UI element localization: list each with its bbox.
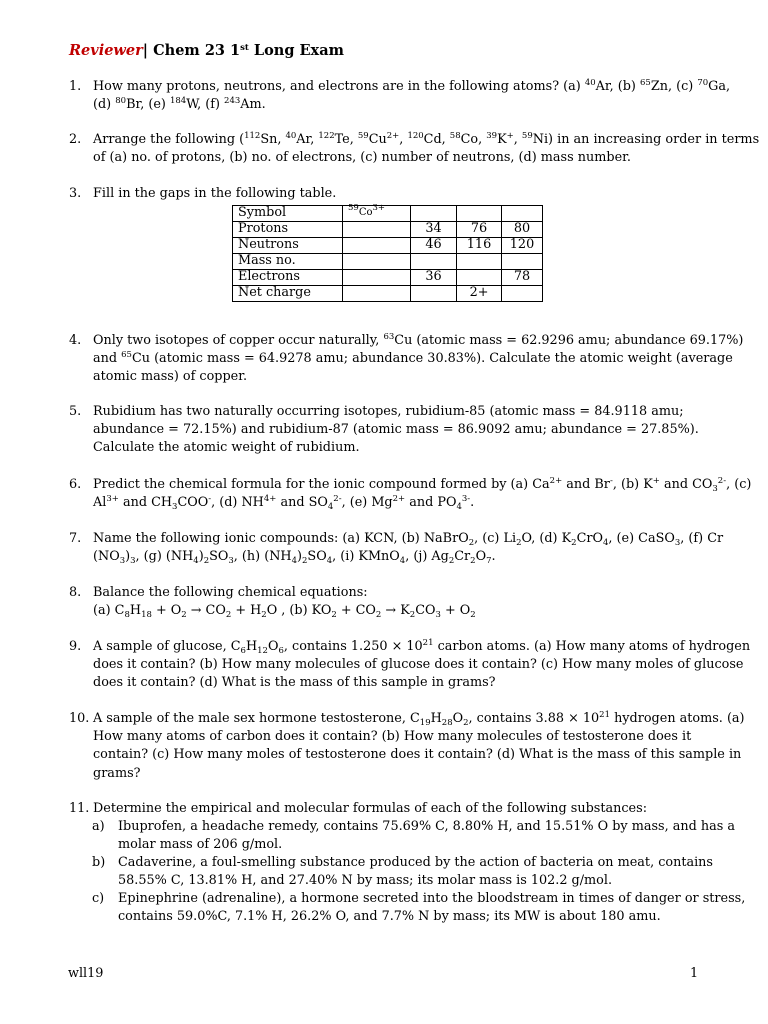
subscript: 3 (130, 556, 136, 567)
subscript: 2 (468, 538, 475, 548)
table-row (233, 206, 543, 222)
subscript: 4 (603, 538, 609, 548)
subscript: 2 (375, 610, 382, 621)
question-5-line-2: abundance = 72.15%) and rubidium-87 (atomic mass = 86.9092 amu; abundance = 27.85%). (93, 422, 699, 438)
question-5-line-1: Rubidium has two naturally occurring isotopes, rubidium-85 (atomic mass = 84.9118 amu; (93, 404, 684, 419)
superscript: 63 (383, 332, 395, 342)
subscript: 4 (291, 556, 297, 567)
question-11-line-1: Determine the empirical and molecular formulas of each of the following substances: (93, 801, 648, 816)
question-2-line-2: of (a) no. of protons, (b) no. of electrons, (c) number of neutrons, (d) mass number. (93, 150, 631, 166)
table-cell (502, 286, 543, 302)
superscript: 4+ (263, 494, 277, 505)
question-number: 8. (69, 585, 82, 600)
table-cell (343, 222, 411, 238)
sub-item-label: a) (92, 819, 105, 834)
superscript: 112 (244, 131, 261, 141)
superscript: 70 (697, 78, 709, 88)
superscript: 59 (357, 131, 369, 141)
superscript: 40 (285, 131, 297, 141)
question-number: 11. (69, 801, 90, 816)
subscript: 2 (470, 610, 476, 621)
superscript: 21 (422, 638, 434, 648)
header-separator: | (142, 42, 154, 59)
question-number: 10. (69, 711, 90, 726)
fill-in-table (232, 205, 543, 302)
superscript: + (506, 131, 514, 141)
table-cell: 80 (502, 222, 543, 238)
table-cell (411, 254, 457, 270)
table-cell: 2+ (457, 286, 502, 302)
question-1-line-1: How many protons, neutrons, and electrons are in the following atoms? (a) $^{40}$Ar, (b) $^{65}$Zn, (c) $^{70}$Ga, (93, 78, 731, 94)
subscript: 18 (141, 610, 152, 621)
superscript: 65 (121, 350, 132, 361)
subscript: 3 (674, 538, 681, 548)
page-number: 1 (690, 966, 699, 981)
question-9-line-1: A sample of glucose, $C_6H_{12}O_6$, contains $1.250 \times 10^{21}$ carbon atoms. (a) How many atoms of hydrogen (93, 638, 751, 656)
superscript: 243 (224, 96, 241, 107)
superscript: 2- (333, 494, 342, 505)
question-5-line-3: Calculate the atomic weight of rubidium. (93, 440, 360, 456)
question-6-line-1: Predict the chemical formula for the ionic compound formed by (a) $Ca^{2+}$ and Br-, (b) K+ and $CO_3^{2-}$, (c) (93, 476, 752, 494)
reviewer-label: Reviewer (69, 42, 143, 59)
question-11c-line-1: Epinephrine (adrenaline), a hormone secreted into the bloodstream in times of danger or stress, (118, 891, 746, 906)
question-number: 3. (69, 186, 82, 201)
table-cell (457, 270, 502, 286)
question-4-line-2: and $^{65}$Cu (atomic mass = 64.9278 amu; abundance 30.83%). Calculate the atomic weight (average (93, 350, 733, 367)
subscript: 2 (516, 538, 522, 548)
table-cell (343, 286, 411, 302)
table-cell (411, 206, 457, 222)
sub-item-label: c) (92, 891, 105, 906)
question-7-line-2: $(NO_3)_3$, (g) $(NH_4)_2SO_3$, (h) $(NH_4)_2SO_4$, (i) KMnO$_4$, (j) $Ag_2Cr_2O_7$. (93, 549, 496, 567)
superscript: 80 (115, 96, 127, 107)
table-cell (343, 238, 411, 254)
superscript: 3+ (372, 203, 386, 213)
superscript: 40 (584, 78, 596, 88)
superscript: 39 (486, 131, 498, 141)
superscript: 122 (318, 131, 335, 141)
subscript: 3 (435, 610, 441, 621)
row-label: Mass no. (233, 254, 343, 270)
subscript: 2 (409, 610, 416, 621)
subscript: 2 (463, 718, 469, 728)
question-number: 5. (69, 404, 82, 419)
question-11b-line-1: Cadaverine, a foul-smelling substance produced by the action of bacteria on meat, contains (118, 855, 713, 870)
superscript: 3+ (106, 494, 119, 505)
sub-item-label: b) (92, 855, 106, 870)
question-10-line-1: A sample of the male sex hormone testosterone, $C_{19}H_{28}O_2$, contains $3.88 \times 10^{21}$ hydrogen atoms. (a) (93, 710, 745, 728)
table-cell (343, 270, 411, 286)
subscript: 2 (302, 556, 308, 567)
superscript: - (208, 494, 212, 505)
superscript: 59 (521, 131, 533, 141)
question-11a-line-1: Ibuprofen, a headache remedy, contains 75.69% C, 8.80% H, and 15.51% O by mass, and has a (118, 819, 735, 834)
subscript: 2 (181, 610, 187, 621)
subscript: 3 (172, 502, 178, 513)
table-row (233, 222, 543, 238)
table-cell: $^{59}Co^{3+}$ (343, 206, 411, 222)
header-title-sup: st (240, 43, 249, 53)
superscript: 184 (169, 96, 187, 107)
table-row (233, 286, 543, 302)
subscript: 3 (712, 484, 718, 494)
subscript: 2 (225, 610, 232, 621)
table-cell: 36 (411, 270, 457, 286)
question-number: 2. (69, 132, 82, 147)
subscript: 2 (571, 538, 577, 548)
question-number: 1. (69, 79, 82, 94)
row-label: Electrons (233, 270, 343, 286)
subscript: 4 (326, 556, 333, 567)
table-cell: 34 (411, 222, 457, 238)
question-number: 4. (69, 333, 82, 348)
subscript: 6 (240, 646, 246, 656)
question-11a-line-2: molar mass of 206 g/mol. (118, 837, 283, 853)
page-header (69, 42, 344, 59)
subscript: 4 (193, 556, 199, 567)
subscript: 28 (441, 718, 453, 728)
question-10-line-3: contain? (c) How many moles of testosterone does it contain? (d) What is the mass of this sample in (93, 747, 742, 763)
superscript: 59 (348, 203, 359, 213)
subscript: 4 (456, 502, 462, 513)
question-number: 7. (69, 531, 82, 546)
subscript: 3 (228, 556, 234, 567)
superscript: 2+ (386, 131, 400, 141)
superscript: 58 (449, 131, 461, 141)
subscript: 19 (419, 718, 431, 728)
subscript: 2 (470, 556, 476, 567)
table-cell (502, 206, 543, 222)
superscript: 2- (717, 476, 727, 486)
question-11c-line-2: contains 59.0%C, 7.1% H, 26.2% O, and 7.7% N by mass; its MW is about 180 amu. (118, 909, 661, 925)
question-number: 6. (69, 477, 82, 492)
question-9-line-2: does it contain? (b) How many molecules of glucose does it contain? (c) How many moles of glucose (93, 657, 744, 673)
superscript: 120 (407, 131, 424, 141)
question-4-line-3: atomic mass) of copper. (93, 369, 248, 385)
superscript: 3- (461, 494, 471, 505)
table-cell: 78 (502, 270, 543, 286)
table-cell: 116 (457, 238, 502, 254)
table-row (233, 254, 543, 270)
superscript: 2+ (392, 494, 406, 505)
subscript: 12 (257, 646, 268, 656)
table-cell (411, 286, 457, 302)
subscript: 4 (327, 502, 334, 513)
question-8-line-2: (a) $C_8H_{18} + O_2 \to CO_2 + H_2O$ , (b) $KO_2 + CO_2 \to K_2CO_3 + O_2$ (93, 603, 476, 621)
question-7-line-1: Name the following ionic compounds: (a) KCN, (b) NaBrO$_2$, (c) $Li_2O$, (d) $K_2CrO_4$, (e) CaSO$_3$, (f) Cr (93, 531, 724, 548)
row-label: Net charge (233, 286, 343, 302)
subscript: 2 (261, 610, 267, 621)
superscript: 2+ (549, 476, 563, 486)
row-label: Protons (233, 222, 343, 238)
question-10-line-4: grams? (93, 765, 141, 781)
header-title-post: Long Exam (248, 42, 344, 59)
subscript: 2 (331, 610, 337, 621)
subscript: 4 (399, 556, 406, 567)
table-cell (457, 206, 502, 222)
question-6-line-2: $Al^{3+}$ and $CH_3COO^-$, (d) $NH^{4+}$ and $SO_4^{2-}$, (e) $Mg^{2+}$ and $PO_4^{3-}$. (93, 494, 475, 513)
subscript: 8 (124, 610, 130, 621)
subscript: 6 (278, 646, 284, 656)
question-1-line-2: (d) $^{80}$Br, (e) $^{184}$W, (f) $^{243}$Am. (93, 96, 266, 113)
subscript: 7 (486, 556, 492, 567)
subscript: 3 (119, 556, 126, 567)
table-cell (502, 254, 543, 270)
superscript: - (609, 476, 613, 486)
row-label: Symbol (233, 206, 343, 222)
table-cell: 120 (502, 238, 543, 254)
superscript: 65 (640, 78, 651, 88)
question-2-line-1: Arrange the following ($^{112}$Sn, $^{40}$Ar, $^{122}$Te, $^{59}Cu^{2+}$, $^{120}$Cd, $^{58}$Co, $^{39}$K+, $^{59}$Ni) in an increasing order in terms (93, 131, 760, 147)
superscript: + (652, 476, 660, 486)
superscript: 21 (599, 710, 610, 720)
question-3-line-1: Fill in the gaps in the following table. (93, 186, 337, 201)
subscript: 2 (448, 556, 455, 567)
subscript: 2 (203, 556, 210, 567)
question-11b-line-2: 58.55% C, 13.81% H, and 27.40% N by mass; its molar mass is 102.2 g/mol. (118, 873, 613, 889)
table-cell: 76 (457, 222, 502, 238)
row-label: Neutrons (233, 238, 343, 254)
question-10-line-2: How many atoms of carbon does it contain? (b) How many molecules of testosterone does it (93, 729, 692, 745)
table-cell (457, 254, 502, 270)
table-cell (343, 254, 411, 270)
question-4-line-1: Only two isotopes of copper occur naturally, $^{63}$Cu (atomic mass = 62.9296 amu; abundance 69.17%) (93, 332, 744, 348)
table-row (233, 270, 543, 286)
question-number: 9. (69, 639, 82, 654)
table-cell: 46 (411, 238, 457, 254)
footer-author: wll19 (68, 966, 104, 981)
question-8-line-1: Balance the following chemical equations: (93, 585, 368, 600)
header-title-pre: Chem 23 1 (153, 42, 241, 59)
table-row (233, 238, 543, 254)
question-9-line-3: does it contain? (d) What is the mass of this sample in grams? (93, 675, 496, 691)
